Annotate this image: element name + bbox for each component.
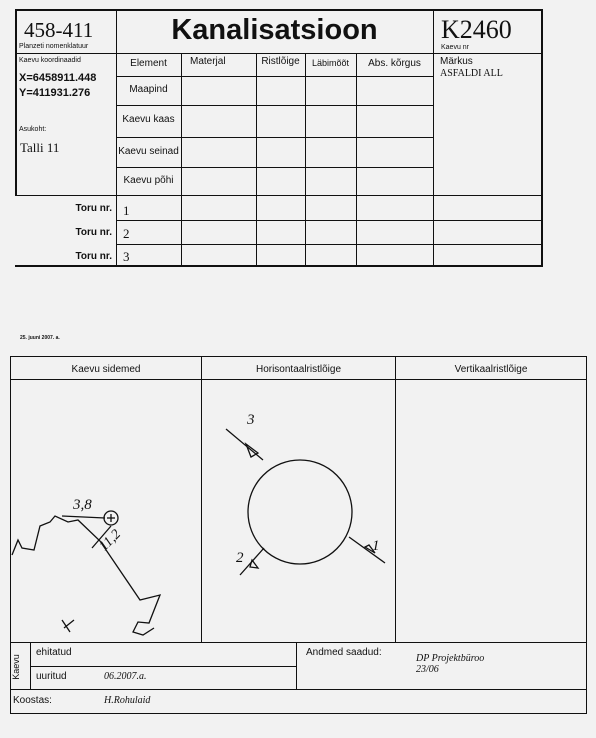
- row-kaevu-kaas: Kaevu kaas: [122, 114, 175, 125]
- well-caption: Kaevu nr: [441, 44, 470, 51]
- map-caption: Planzeti nomenklatuur: [19, 43, 89, 50]
- hand-note-1: 1: [372, 538, 380, 554]
- andmed-value-1: DP Projektbüroo: [416, 653, 485, 664]
- hand-note-11-2: 11,2: [96, 527, 124, 555]
- coord-x: X=6458911.448: [19, 72, 97, 84]
- location-value: Talli 11: [20, 140, 60, 155]
- date-note: 25. juuni 2007. a.: [20, 335, 60, 341]
- row-maapind: Maapind: [129, 84, 168, 95]
- col-abs-korgus: Abs. kõrgus: [368, 58, 421, 69]
- hand-note-3: 3: [247, 412, 255, 428]
- coord-y: Y=411931.276: [19, 87, 91, 99]
- hand-note-3-8: 3,8: [73, 497, 92, 513]
- uuritud-value: 06.2007.a.: [104, 671, 147, 682]
- uuritud-label: uuritud: [36, 671, 67, 682]
- pipe-label-3: Toru nr.: [75, 251, 112, 262]
- andmed-value-2: 23/06: [416, 664, 439, 675]
- location-caption: Asukoht:: [19, 126, 47, 133]
- row-kaevu-pohi: Kaevu põhi: [123, 175, 174, 186]
- col-kaevu-sidemed: Kaevu sidemed: [71, 364, 141, 375]
- coords-caption: Kaevu koordinaadid: [19, 57, 81, 64]
- hand-note-2: 2: [236, 550, 244, 566]
- col-labimoot: Läbimõõt: [311, 58, 350, 68]
- kaevu-label: Kaevu: [10, 654, 21, 680]
- remark-value: ASFALDI ALL: [440, 68, 503, 79]
- col-materjal: Materjal: [190, 56, 226, 67]
- col-horisontaalristloige: Horisontaalristlõige: [255, 364, 342, 375]
- pipe-label-1: Toru nr.: [75, 203, 112, 214]
- well-id: K2460: [441, 15, 512, 44]
- koostas-label: Koostas:: [13, 695, 52, 706]
- col-element: Element: [130, 58, 167, 69]
- col-ristloige: Ristlõige: [261, 56, 300, 67]
- pipe-label-2: Toru nr.: [75, 227, 112, 238]
- pipe-number-2: 2: [123, 226, 130, 241]
- row-kaevu-seinad: Kaevu seinad: [118, 146, 179, 157]
- pipe-number-1: 1: [123, 203, 130, 218]
- ehitatud-label: ehitatud: [36, 647, 72, 658]
- page-title: Kanalisatsioon: [171, 14, 378, 46]
- pipe-number-3: 3: [123, 249, 130, 264]
- andmed-label: Andmed saadud:: [306, 647, 382, 658]
- map-number: 458-411: [24, 18, 94, 42]
- koostas-value: H.Rohulaid: [104, 695, 151, 706]
- col-markus: Märkus: [440, 56, 473, 67]
- col-vertikaalristloige: Vertikaalristlõige: [454, 364, 528, 375]
